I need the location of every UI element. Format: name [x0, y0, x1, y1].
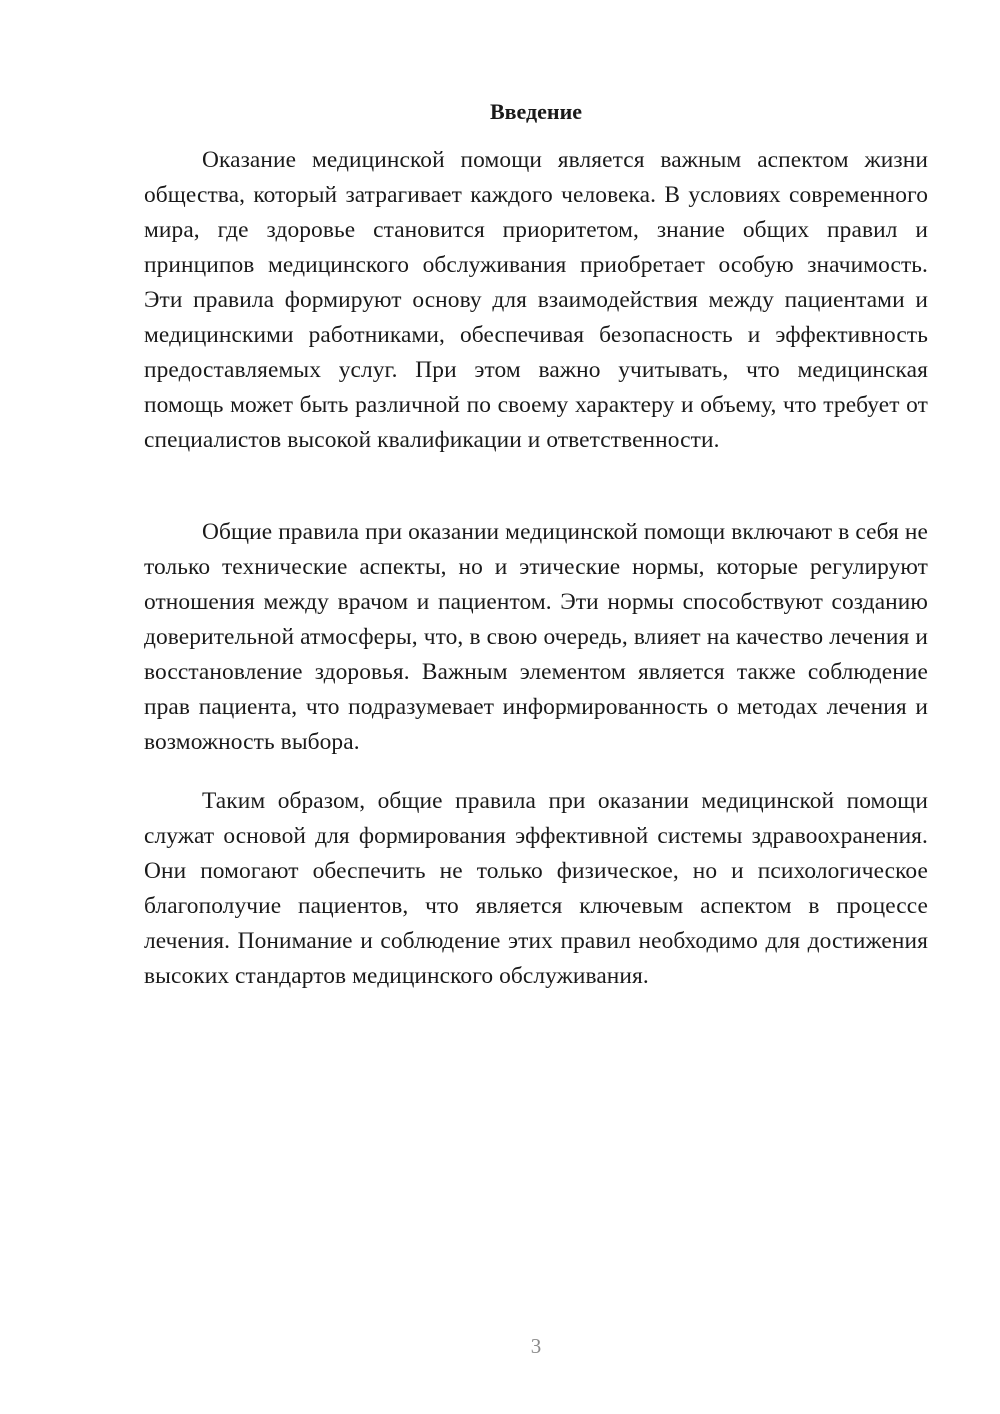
paragraph-1: Оказание медицинской помощи является важным аспектом жизни общества, который затрагивает каждого человека. В условиях современного мира, где здоровье становится приоритетом, знание общих правил и принципов медицинского обслуживания приобретает особую значимость. Эти правила формируют основу для взаимодействия между пациентами и медицинскими работниками, обеспечивая безопасность и эффективность предоставляемых услуг. При этом важно учитывать, что медицинская помощь может быть различной по своему характеру и объему, что требует от специалистов высокой квалификации и ответственности. [144, 147, 928, 453]
page-number: 3 [530, 1334, 542, 1358]
paragraph-3: Таким образом, общие правила при оказании медицинской помощи служат основой для формирования эффективной системы здравоохранения. Они помогают обеспечить не только физическое, но и психологическое благополучие пациентов, что является ключевым аспектом в процессе лечения. Понимание и соблюдение этих правил необходимо для достижения высоких стандартов медицинского обслуживания. [144, 788, 928, 989]
paragraph-2: Общие правила при оказании медицинской помощи включают в себя не только технические аспекты, но и этические нормы, которые регулируют отношения между врачом и пациентом. Эти нормы способствуют созданию доверительной атмосферы, что, в свою очередь, влияет на качество лечения и восстановление здоровья. Важным элементом является также соблюдение прав пациента, что подразумевает информированность о методах лечения и возможность выбора. [144, 519, 928, 755]
section-title: Введение [489, 99, 583, 124]
